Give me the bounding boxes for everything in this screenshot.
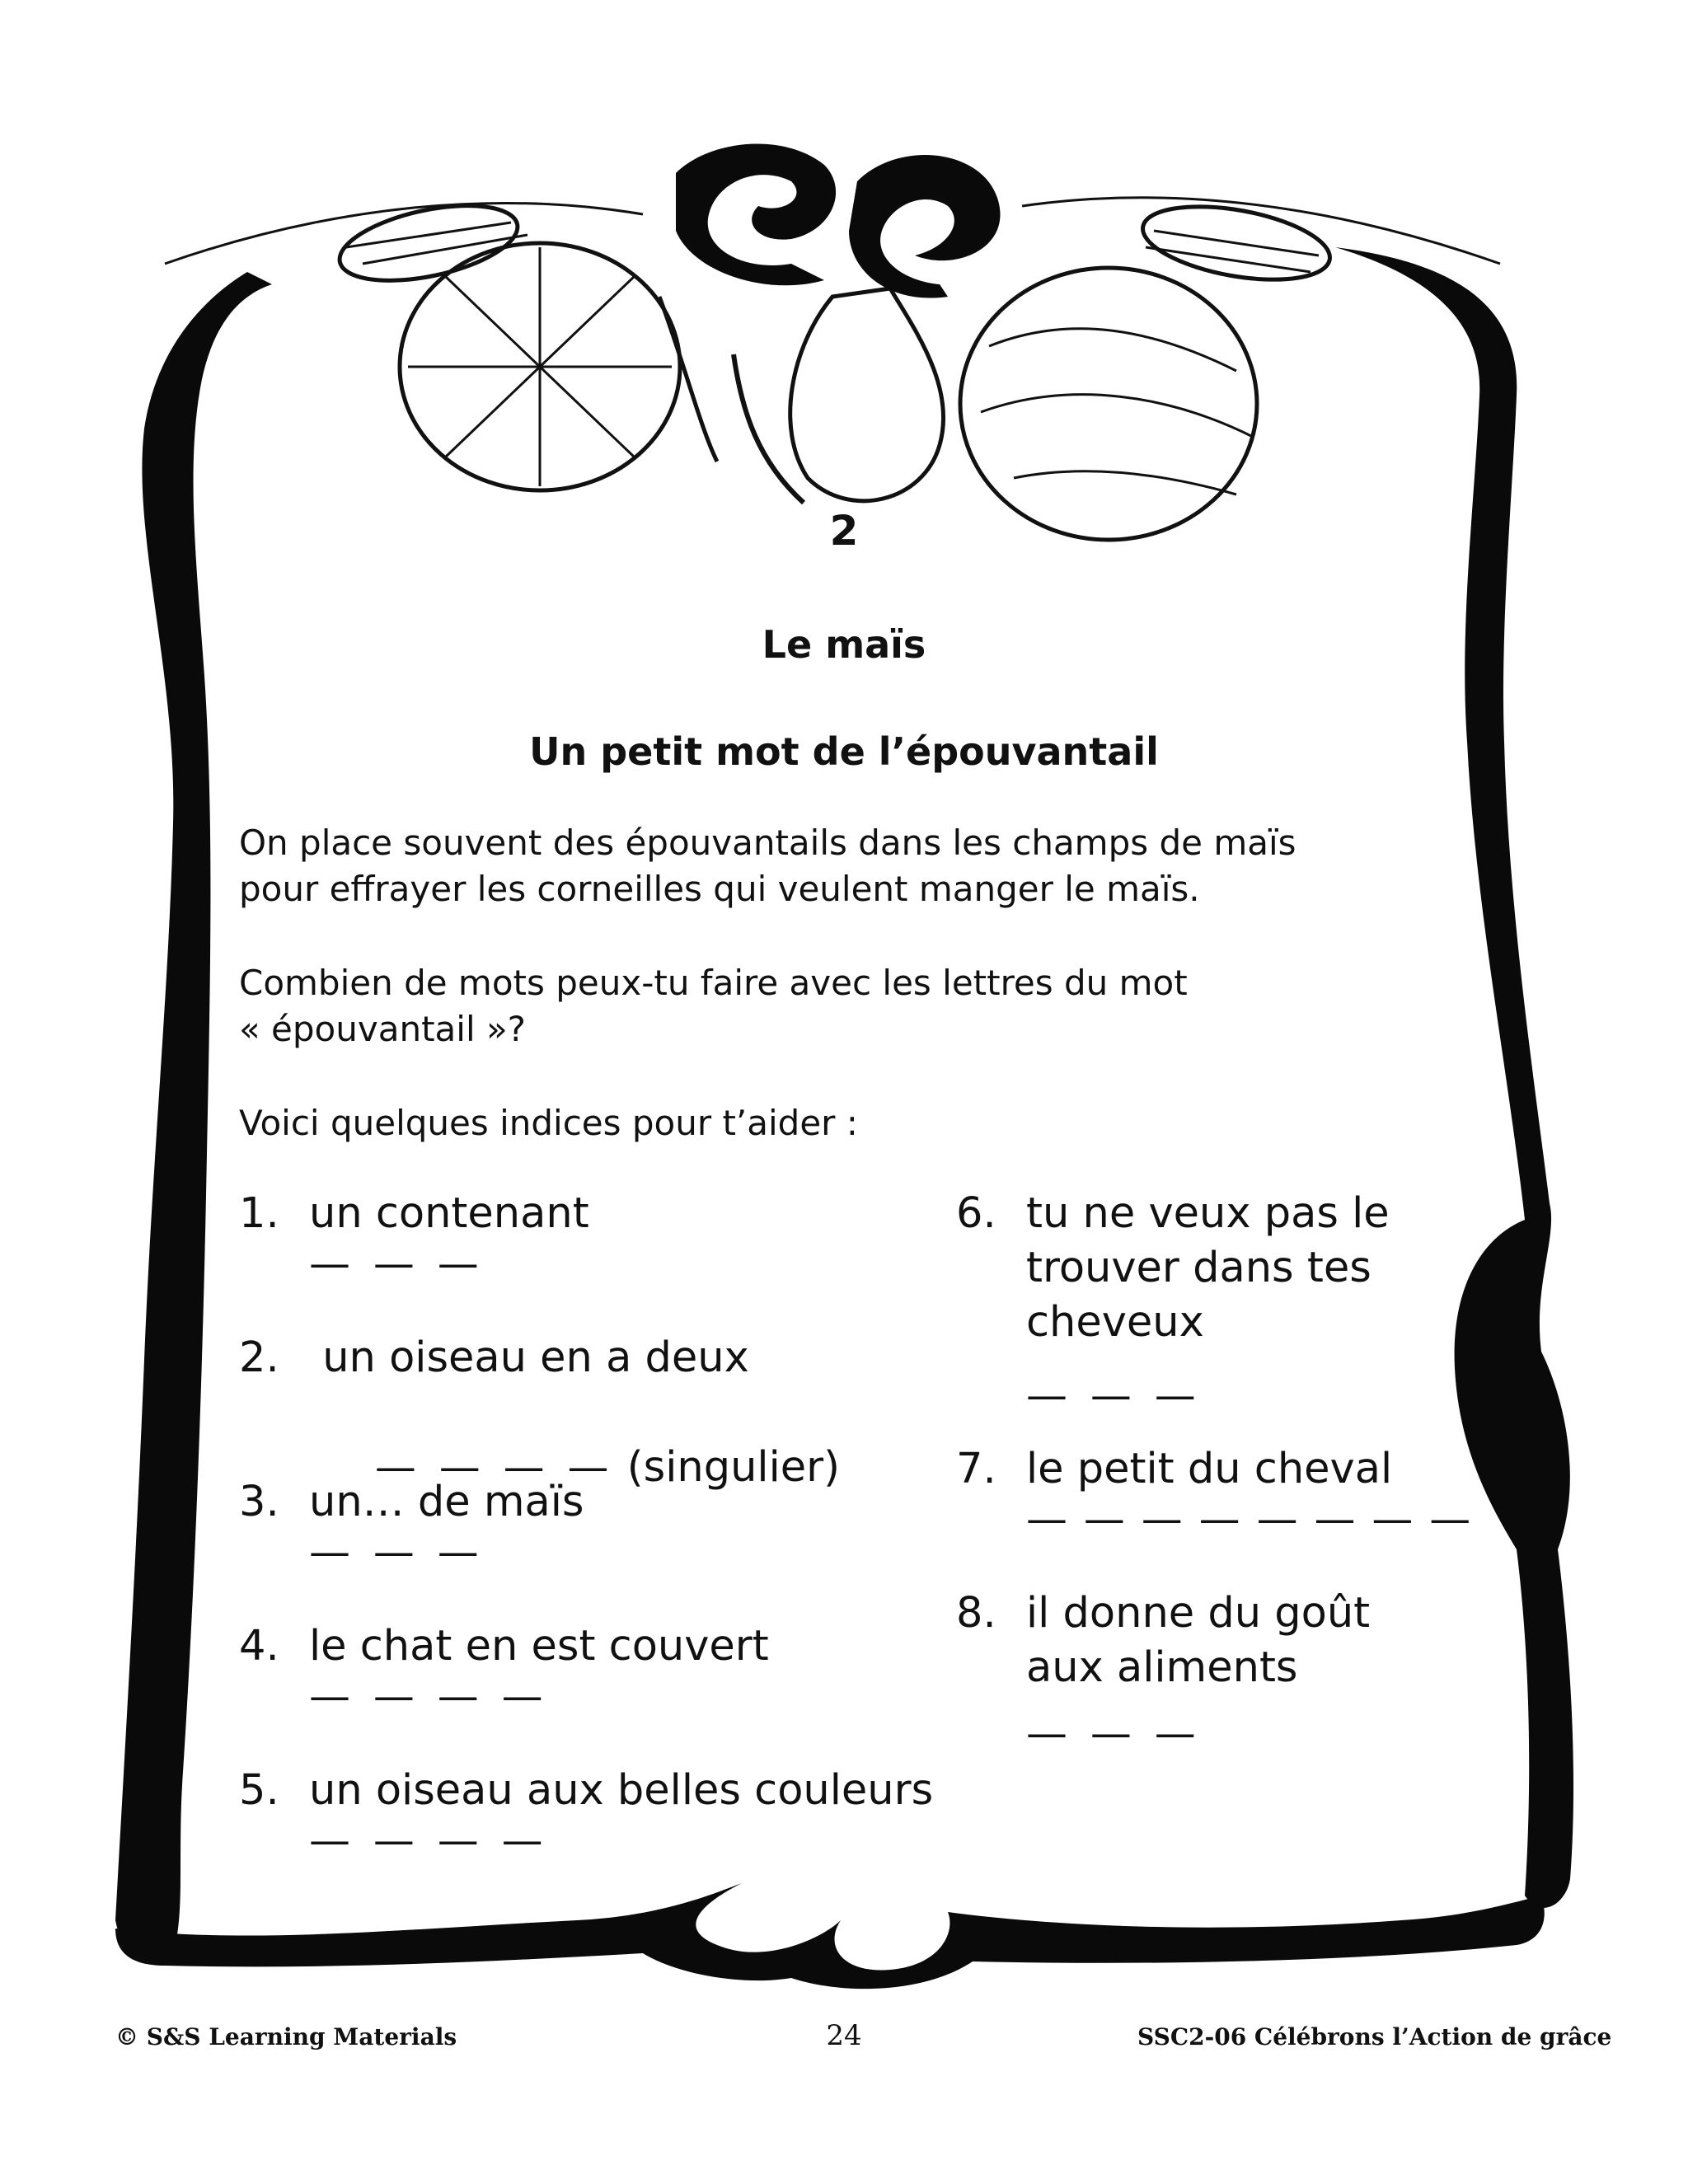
answer-blank[interactable]: — — — —	[309, 1672, 548, 1720]
clue-text-line: trouver dans tes	[1026, 1244, 1372, 1292]
clue-number: 6.	[956, 1189, 996, 1238]
frame-top-swirl-right	[849, 155, 1001, 298]
clue-text	[1026, 1586, 1370, 1695]
clue-number: 2.	[239, 1333, 279, 1382]
answer-blank[interactable]: — — —	[309, 1528, 484, 1576]
intro-line-2: pour effrayer les corneilles qui veulent manger le maïs.	[239, 869, 1200, 909]
clue-text: le petit du cheval	[1026, 1445, 1393, 1493]
intro-paragraph	[239, 820, 1475, 912]
answer-blank[interactable]: — — —	[1026, 1371, 1201, 1419]
intro-line-1: On place souvent des épouvantails dans les champs de maïs	[239, 823, 1296, 863]
clue-text: un contenant	[309, 1189, 589, 1238]
clue-number: 1.	[239, 1189, 279, 1238]
clue-4	[239, 1619, 981, 1751]
answer-blank[interactable]: — — — — — — — —	[1026, 1495, 1473, 1543]
footer-copyright: © S&S Learning Materials	[115, 2023, 457, 2050]
answer-blank[interactable]: — — —	[1026, 1709, 1201, 1757]
clue-text-line: cheveux	[1026, 1298, 1204, 1347]
page-number: 2	[829, 507, 859, 555]
clue-6	[956, 1187, 1484, 1434]
clue-text	[1026, 1187, 1390, 1350]
page-title: Le maïs	[762, 622, 926, 667]
clue-suffix: (singulier)	[613, 1443, 840, 1492]
clue-1	[239, 1187, 981, 1319]
clue-text: un… de maïs	[309, 1478, 584, 1526]
clue-5	[239, 1764, 981, 1896]
clue-text-line: tu ne veux pas le	[1026, 1189, 1390, 1238]
clue-8	[956, 1586, 1484, 1776]
page-subtitle: Un petit mot de l’épouvantail	[529, 729, 1159, 774]
clue-number: 4.	[239, 1622, 279, 1671]
clue-number: 7.	[956, 1445, 996, 1493]
answer-blank[interactable]: — — —	[309, 1240, 484, 1287]
harvest-vegetables-corn-pumpkins-illustration	[165, 192, 1500, 540]
clue-number: 3.	[239, 1478, 279, 1526]
hint-intro	[239, 1100, 1475, 1146]
footer-book-title: SSC2-06 Célébrons l’Action de grâce	[1137, 2023, 1612, 2050]
clue-3	[239, 1475, 981, 1607]
clue-number: 5.	[239, 1766, 279, 1815]
clue-text: le chat en est couvert	[309, 1622, 769, 1671]
hint-intro-line: Voici quelques indices pour t’aider :	[239, 1103, 858, 1143]
footer-page-number: 24	[826, 2019, 862, 2052]
clue-7	[956, 1442, 1484, 1574]
frame-top-swirl	[676, 144, 836, 286]
clue-2	[239, 1331, 981, 1492]
clue-text: un oiseau en a deux	[309, 1333, 749, 1382]
clue-text-line: il donne du goût	[1026, 1589, 1371, 1638]
question-paragraph	[239, 960, 1475, 1052]
question-line-1: Combien de mots peux-tu faire avec les lettres du mot	[239, 963, 1188, 1003]
clue-number: 8.	[956, 1589, 996, 1638]
answer-blank[interactable]: — — — —	[309, 1816, 548, 1864]
answer-blank[interactable]: — — — —	[374, 1443, 614, 1491]
clue-text: un oiseau aux belles couleurs	[309, 1766, 934, 1815]
question-line-2: « épouvantail »?	[239, 1009, 526, 1049]
frame-bottom-border	[115, 1883, 1545, 1989]
clue-text-line: aux aliments	[1026, 1643, 1298, 1692]
